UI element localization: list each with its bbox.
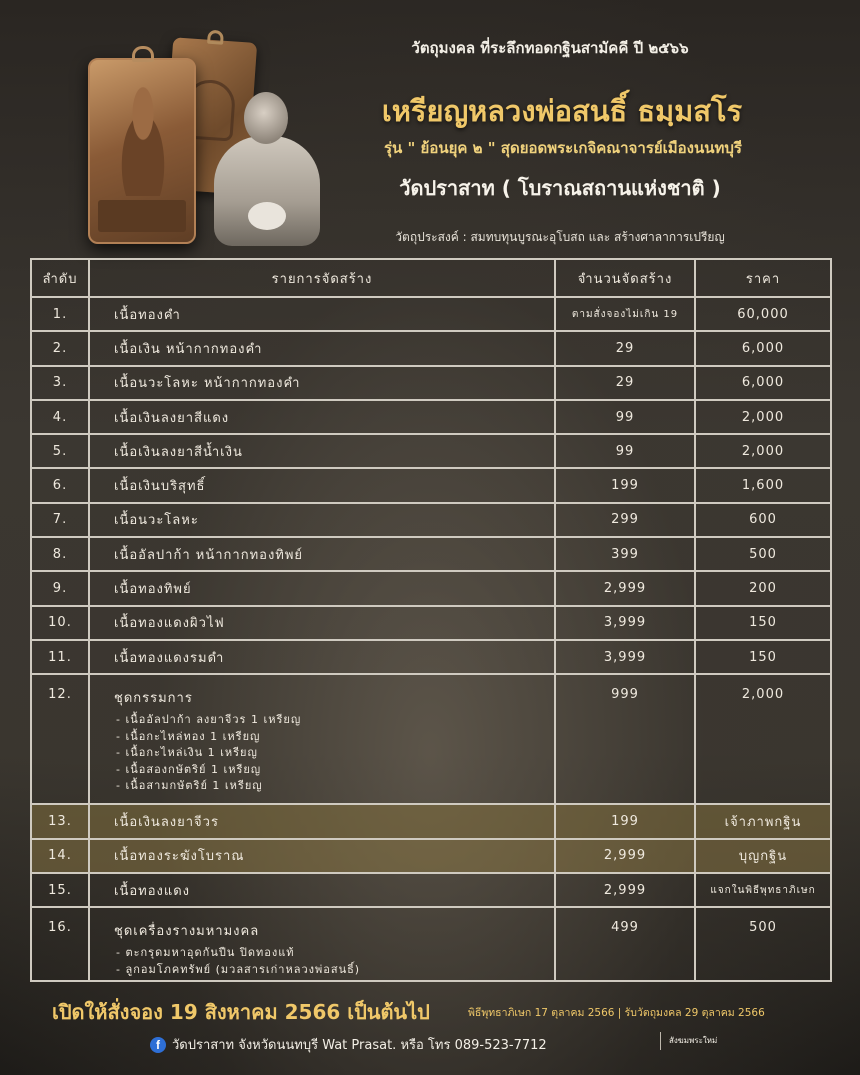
table-row [31,366,831,400]
row-no: 9. [31,571,89,605]
row-no: 15. [31,873,89,907]
row-item: ชุดเครื่องรางมหามงคล [114,924,260,940]
row-price: 600 [695,503,831,537]
publisher-logo: สังฆมพระใหม่ [660,1032,720,1050]
sub-item: - เนื้อสามกษัตริย์ 1 เหรียญ [116,778,554,795]
objective-text: วัตถุประสงค์ : สมทบทุนบูรณะอุโบสถ และ สร้างศาลาการเปรียญ [395,230,725,244]
row-qty: 199 [555,468,695,502]
contact-text: วัดปราสาท จังหวัดนนทบุรี Wat Prasat. หรือ โทร 089-523-7712 [172,1038,547,1053]
row-price: 6,000 [695,366,831,400]
row-qty: 299 [555,503,695,537]
row-item: เนื้อทองแดง [89,873,555,907]
row-item: เนื้อทองแดงรมดำ [89,640,555,674]
row-item: เนื้อเงินลงยาจีวร [89,804,555,838]
row-no: 1. [31,297,89,331]
row-item: เนื้อทองระฆังโบราณ [89,839,555,873]
row-qty: 29 [555,331,695,365]
sub-item: - เนื้อกะไหล่ทอง 1 เหรียญ [116,729,554,746]
table-row [31,571,831,605]
sub-item: - ตะกรุดมหาอุดกันปืน ปิดทองแท้ [116,945,554,962]
row-qty: 3,999 [555,606,695,640]
row-qty: 399 [555,537,695,571]
sub-item: - เนื้ออัลปาก้า ลงยาจีวร 1 เหรียญ [116,712,554,729]
table-row [31,606,831,640]
row-qty: 2,999 [555,873,695,907]
row-item: เนื้อเงินลงยาสีแดง [89,400,555,434]
table-row [31,804,831,838]
row-price: เจ้าภาพกฐิน [695,804,831,838]
row-qty: 499 [555,907,695,981]
row-price: 200 [695,571,831,605]
table-row [31,468,831,502]
row-item-set [89,907,555,981]
row-qty: ตามสั่งจองไม่เกิน 19 [555,297,695,331]
row-no: 14. [31,839,89,873]
price-table [30,258,832,982]
header [0,0,860,258]
row-no: 2. [31,331,89,365]
table-row [31,674,831,804]
row-qty: 99 [555,400,695,434]
row-item: เนื้ออัลปาก้า หน้ากากทองทิพย์ [89,537,555,571]
table-row [31,297,831,331]
row-qty: 2,999 [555,571,695,605]
row-item: ชุดกรรมการ [114,691,193,707]
row-price: 1,600 [695,468,831,502]
col-header-qty: จำนวนจัดสร้าง [555,259,695,297]
temple-name: วัดปราสาท ( โบราณสถานแห่งชาติ ) [399,176,721,200]
row-item: เนื้อทองแดงผิวไฟ [89,606,555,640]
sub-item: - ลูกอมโภคทรัพย์ (มวลสารเก่าหลวงพ่อสนธิ์) [116,962,554,979]
row-qty: 199 [555,804,695,838]
col-header-item: รายการจัดสร้าง [89,259,555,297]
row-item: เนื้อนวะโลหะ [89,503,555,537]
sub-item: - เนื้อกะไหล่เงิน 1 เหรียญ [116,745,554,762]
sub-item-list [114,712,554,795]
row-price: 2,000 [695,400,831,434]
row-price: 150 [695,606,831,640]
amulet-photo [60,28,360,253]
table-header-row [31,259,831,297]
table-row [31,434,831,468]
row-item-set [89,674,555,804]
row-no: 16. [31,907,89,981]
row-qty: 999 [555,674,695,804]
row-price: 500 [695,537,831,571]
table-row [31,331,831,365]
sub-item-list [114,945,554,978]
row-price: 500 [695,907,831,981]
col-header-no: ลำดับ [31,259,89,297]
row-price: แจกในพิธีพุทธาภิเษก [695,873,831,907]
row-price: 150 [695,640,831,674]
col-header-price: ราคา [695,259,831,297]
row-no: 11. [31,640,89,674]
row-no: 10. [31,606,89,640]
table-row [31,907,831,981]
row-no: 8. [31,537,89,571]
row-no: 13. [31,804,89,838]
table-row [31,503,831,537]
row-item: เนื้อทองคำ [89,297,555,331]
page-subtitle: รุ่น " ย้อนยุค ๒ " สุดยอดพระเกจิคณาจารย์เมืองนนทบุรี [383,139,742,157]
row-no: 4. [31,400,89,434]
row-qty: 2,999 [555,839,695,873]
row-no: 7. [31,503,89,537]
table-row [31,537,831,571]
row-item: เนื้อนวะโลหะ หน้ากากทองคำ [89,366,555,400]
sub-item: - เนื้อสองกษัตริย์ 1 เหรียญ [116,762,554,779]
row-item: เนื้อเงินลงยาสีน้ำเงิน [89,434,555,468]
row-no: 12. [31,674,89,804]
row-price: 2,000 [695,434,831,468]
row-price: บุญกฐิน [695,839,831,873]
booking-open-text: เปิดให้สั่งจอง 19 สิงหาคม 2566 เป็นต้นไป [52,1000,430,1024]
row-no: 6. [31,468,89,502]
row-qty: 99 [555,434,695,468]
row-qty: 29 [555,366,695,400]
table-row [31,400,831,434]
header-line1: วัตถุมงคล ที่ระลึกทอดกฐินสามัคคี ปี ๒๕๖๖ [411,39,689,57]
row-item: เนื้อเงิน หน้ากากทองคำ [89,331,555,365]
row-price: 60,000 [695,297,831,331]
contact-line [150,1034,547,1055]
row-qty: 3,999 [555,640,695,674]
table-row [31,640,831,674]
amulet-front-image [88,58,196,244]
page-title: เหรียญหลวงพ่อสนธิ์ ธมฺมสโร [381,94,743,128]
table-row [31,873,831,907]
row-price: 6,000 [695,331,831,365]
ceremony-dates: พิธีพุทธาภิเษก 17 ตุลาคม 2566 | รับวัตถุมงคล 29 ตุลาคม 2566 [468,1007,765,1019]
facebook-icon: f [150,1037,166,1053]
table-row [31,839,831,873]
row-price: 2,000 [695,674,831,804]
row-no: 5. [31,434,89,468]
row-item: เนื้อเงินบริสุทธิ์ [89,468,555,502]
row-no: 3. [31,366,89,400]
row-item: เนื้อทองทิพย์ [89,571,555,605]
